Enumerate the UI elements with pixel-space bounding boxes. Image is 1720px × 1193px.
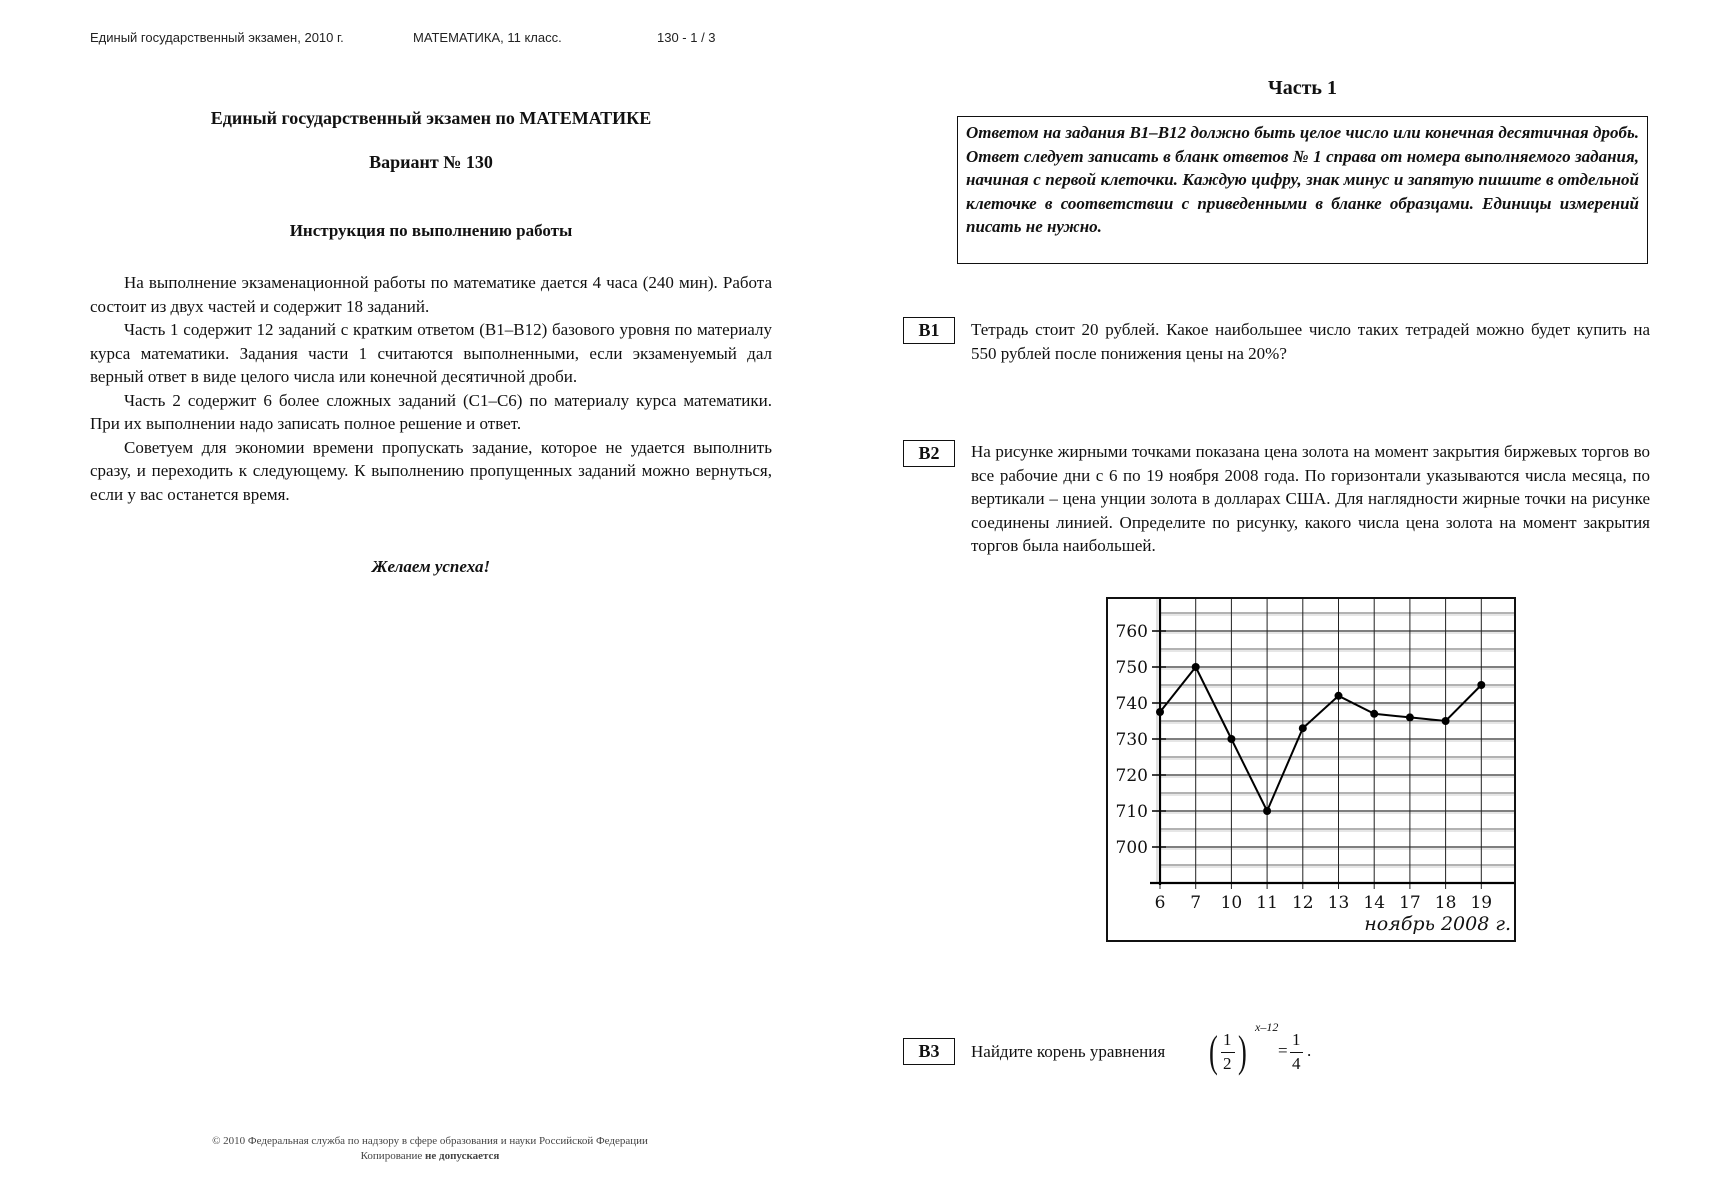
- task-text-b2: На рисунке жирными точками показана цена золота на момент закрытия биржевых торгов во все рабочие дни с 6 по 19 ноября 2008 года. По горизонтали указываются числа месяца, по вертикали – цена унции золота в долларах США. Для наглядности жирные точки на рисунке соединены линией. Определите по рисунку, какого числа цена золота на момент закрытия торгов была наибольшей.: [971, 442, 1650, 555]
- x-axis-label: ноябрь 2008 г.: [1364, 913, 1511, 935]
- period: .: [1307, 1041, 1312, 1060]
- variant-title: Вариант № 130: [369, 152, 493, 172]
- data-point: [1263, 807, 1271, 815]
- copy-notice: Копирование не допускается: [360, 1150, 500, 1162]
- right-paren: ): [1238, 1027, 1247, 1076]
- instruction-paragraph: Часть 1 содержит 12 заданий с кратким ответом (B1–B12) базового уровня по материалу курса математики. Задания части 1 считаются выполненными, если экзаменуемый дал верный ответ в виде целого числа или конечной десятичной дроби.: [90, 320, 772, 386]
- y-tick-label: 710: [1115, 802, 1148, 822]
- header-subject: МАТЕМАТИКА, 11 класс.: [413, 30, 562, 45]
- data-point: [1335, 692, 1343, 700]
- y-tick-label: 700: [1115, 838, 1148, 858]
- header-exam: Единый государственный экзамен, 2010 г.: [90, 30, 344, 45]
- header-page: 130 - 1 / 3: [657, 30, 716, 45]
- data-point: [1227, 735, 1235, 743]
- data-point: [1192, 663, 1200, 671]
- instruction-paragraph: На выполнение экзаменационной работы по математике дается 4 часа (240 мин). Работа состоит из двух частей и содержит 18 заданий.: [90, 273, 772, 316]
- x-tick-label: 13: [1327, 893, 1350, 913]
- x-tick-label: 18: [1434, 893, 1457, 913]
- base-numerator: 1: [1223, 1030, 1232, 1049]
- task-label-b2: B2: [903, 440, 955, 467]
- instructions-body: [90, 271, 772, 506]
- copy-notice-bold: не допускается: [425, 1150, 500, 1162]
- exponent: x–12: [1255, 1020, 1279, 1034]
- y-tick-label: 730: [1115, 730, 1148, 750]
- x-tick-label: 14: [1363, 893, 1386, 913]
- x-tick-label: 10: [1220, 893, 1243, 913]
- x-tick-label: 12: [1291, 893, 1314, 913]
- data-point: [1370, 710, 1378, 718]
- rhs-numerator: 1: [1292, 1030, 1301, 1049]
- exam-title: Единый государственный экзамен по МАТЕМАТИКЕ: [210, 108, 652, 128]
- task-text-b1: Тетрадь стоит 20 рублей. Какое наибольшее число таких тетрадей можно будет купить на 550 рублей после понижения цены на 20%?: [971, 320, 1650, 363]
- equation-formula: [1209, 1020, 1329, 1084]
- copyright-line: © 2010 Федеральная служба по надзору в сфере образования и науки Российской Федерации: [212, 1135, 648, 1147]
- x-tick-label: 19: [1470, 893, 1493, 913]
- task-label-b3: B3: [903, 1038, 955, 1065]
- y-tick-label: 740: [1115, 694, 1148, 714]
- gold-price-chart: [1106, 597, 1516, 942]
- y-tick-label: 760: [1115, 622, 1148, 642]
- part-title: Часть 1: [1268, 77, 1337, 99]
- answer-instructions-box: Ответом на задания B1–B12 должно быть целое число или конечная десятичная дробь. Ответ следует записать в бланк ответов № 1 справа от номера выполняемого задания, начиная с первой клеточки. Каждую цифру, знак минус и запятую пишите в отдельной клеточке в соответствии с приведенными в бланке образцами. Единицы измерений писать не нужно.: [957, 116, 1648, 264]
- data-point: [1156, 708, 1164, 716]
- x-tick-label: 7: [1190, 893, 1202, 913]
- left-paren: (: [1209, 1027, 1218, 1076]
- equals-sign: =: [1278, 1041, 1288, 1060]
- data-point: [1299, 724, 1307, 732]
- rhs-denominator: 4: [1292, 1054, 1301, 1073]
- task-label-b1: B1: [903, 317, 955, 344]
- base-denominator: 2: [1223, 1054, 1232, 1073]
- x-tick-label: 11: [1256, 893, 1278, 913]
- data-point: [1477, 681, 1485, 689]
- fraction-bar: [1221, 1052, 1235, 1053]
- data-point: [1442, 717, 1450, 725]
- task-text-b3: Найдите корень уравнения: [971, 1042, 1166, 1061]
- x-tick-label: 6: [1154, 893, 1166, 913]
- instruction-paragraph: Советуем для экономии времени пропускать задание, которое не удается выполнить сразу, и переходить к следующему. К выполнению пропущенных заданий можно вернуться, если у вас останется время.: [90, 437, 772, 504]
- x-tick-label: 17: [1399, 893, 1421, 913]
- data-point: [1406, 713, 1414, 721]
- y-tick-label: 750: [1115, 658, 1148, 678]
- good-luck-text: Желаем успеха!: [371, 557, 491, 576]
- instructions-title: Инструкция по выполнению работы: [289, 221, 573, 240]
- fraction-bar: [1290, 1052, 1303, 1053]
- y-tick-label: 720: [1115, 766, 1148, 786]
- instruction-paragraph: Часть 2 содержит 6 более сложных заданий (C1–C6) по материалу курса математики. При их выполнении надо записать полное решение и ответ.: [90, 390, 772, 433]
